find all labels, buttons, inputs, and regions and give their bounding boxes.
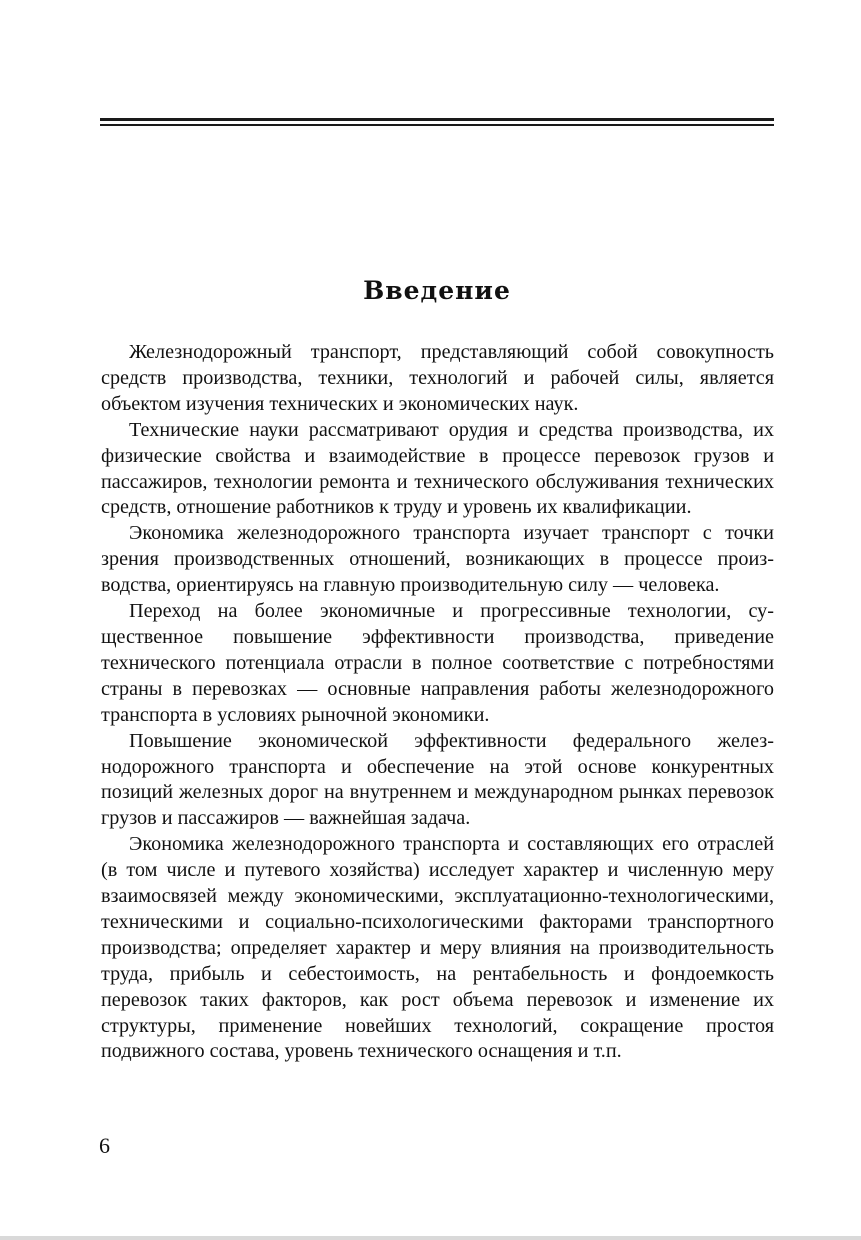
- chapter-title: Введение: [363, 276, 511, 305]
- page-number: 6: [99, 1133, 110, 1158]
- page-bottom-edge: [0, 1236, 861, 1240]
- paragraph: Экономика железнодорожного транспорта изучает транспорт с точки зрения производственных отношений, возникающих в процессе производства, ориентируясь на главную производительную силу — человека.: [101, 522, 774, 597]
- paragraph: Железнодорожный транспорт, представляющий собой совокупность средств производства, техники, технологий и рабочей силы, является объектом изучения технических и экономических наук.: [101, 341, 774, 415]
- body-text: [101, 340, 774, 1065]
- paragraph: Переход на более экономичные и прогрессивные технологии, существенное повышение эффективности производства, приведение технического потенциала отрасли в полное соответствие с потребностями страны в перевозках — основные направления работы железнодорожного транспорта в условиях рыночной экономики.: [101, 600, 774, 726]
- header-rule-thick: [100, 118, 774, 121]
- header-rule-thin: [100, 124, 774, 126]
- paragraph: Экономика железнодорожного транспорта и составляющих его отраслей (в том числе и путевого хозяйства) исследует характер и численную меру взаимосвязей между экономическими, эксплуатационно-технологическими, техническими и социально-психологическими факторами транспортного производства; определяет характер и меру влияния на производительность труда, прибыль и себестоимость, на рентабельность и фондоемкость перевозок таких факторов, как рост объема перевозок и изменение их структуры, применение новейших технологий, сокращение простоя подвижного состава, уровень технического оснащения и т.п.: [101, 833, 774, 1063]
- paragraph: Повышение экономической эффективности федерального железнодорожного транспорта и обеспечение на этой основе конкурентных позиций железных дорог на внутреннем и международном рынках перевозок грузов и пассажиров — важнейшая задача.: [101, 729, 774, 830]
- paragraph: Технические науки рассматривают орудия и средства производства, их физические свойства и взаимодействие в процессе перевозок грузов и пассажиров, технологии ремонта и технического обслуживания технических средств, отношение работников к труду и уровень их квалификации.: [101, 418, 774, 519]
